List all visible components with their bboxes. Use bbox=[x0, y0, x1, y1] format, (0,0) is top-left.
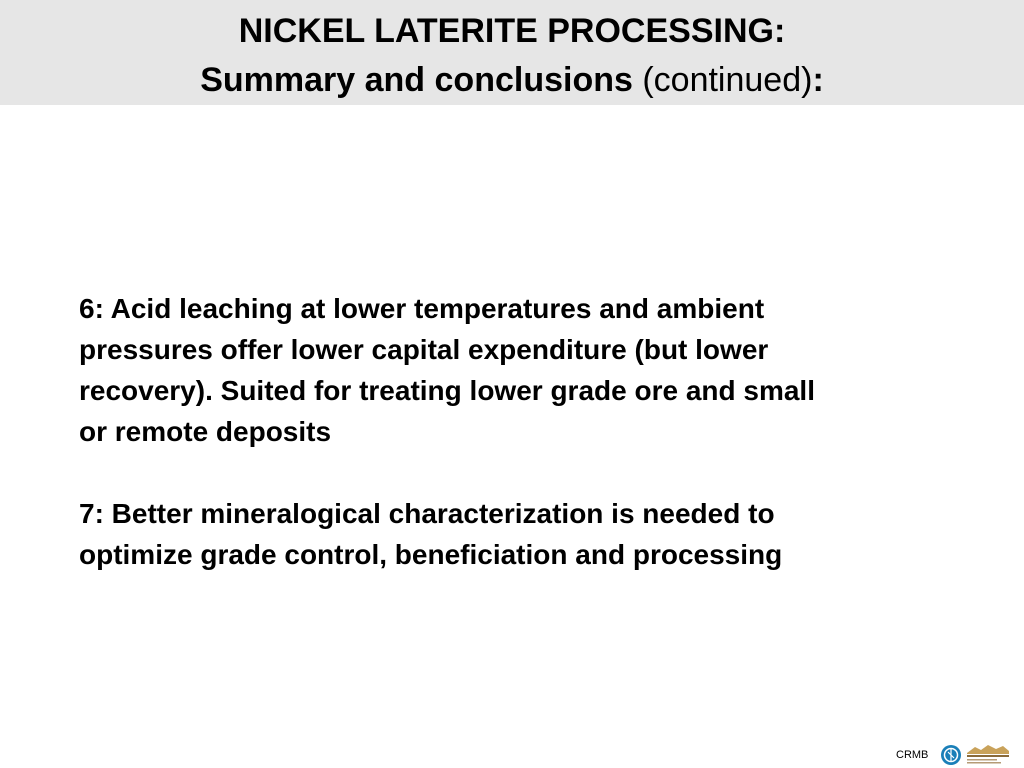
body-line: recovery). Suited for treating lower grade ore and small bbox=[79, 375, 815, 406]
slide-subtitle bbox=[0, 60, 1024, 100]
footer-label: CRMB bbox=[896, 749, 929, 761]
slide-title: NICKEL LATERITE PROCESSING: bbox=[238, 12, 786, 50]
subtitle-continued: (continued) bbox=[642, 61, 813, 99]
conclusion-6 bbox=[79, 288, 1009, 452]
subtitle-colon: : bbox=[812, 61, 824, 99]
body-line: 7: Better mineralogical characterization is needed to bbox=[79, 498, 775, 529]
csiro-logo-icon bbox=[940, 744, 962, 766]
body-line: pressures offer lower capital expenditure (but lower bbox=[79, 334, 769, 365]
conclusion-7 bbox=[79, 493, 1009, 575]
body-line: 6: Acid leaching at lower temperatures and ambient bbox=[79, 293, 765, 324]
body-line: or remote deposits bbox=[79, 416, 332, 447]
slide-body bbox=[79, 288, 1009, 575]
body-line: optimize grade control, beneficiation and processing bbox=[79, 539, 783, 570]
crc-leme-logo-icon bbox=[965, 741, 1011, 767]
subtitle-main: Summary and conclusions bbox=[200, 61, 633, 99]
